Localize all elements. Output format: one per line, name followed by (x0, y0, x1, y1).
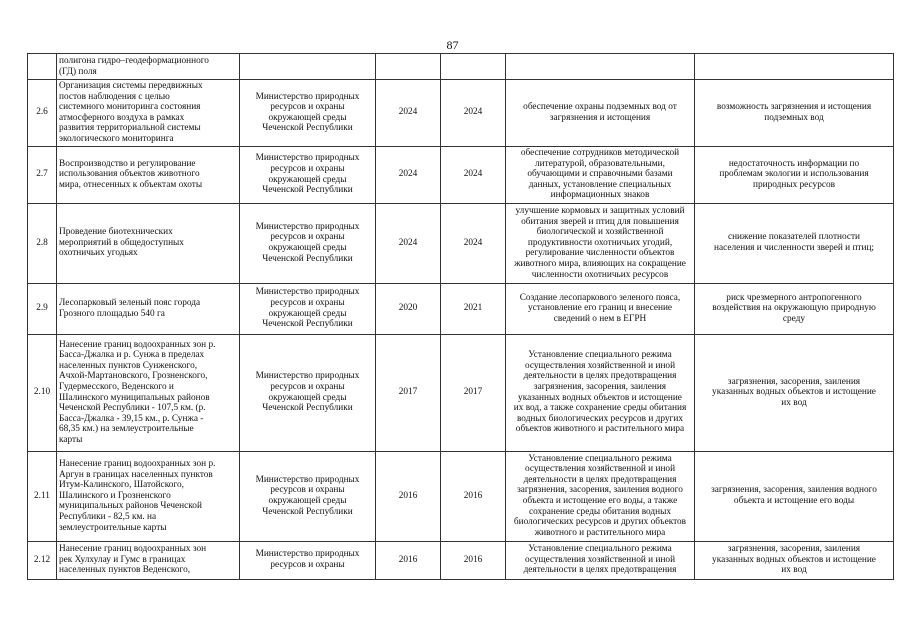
end-year-cell: 2021 (441, 283, 506, 334)
expected-result-cell (506, 54, 695, 80)
measure-title-cell: Проведение биотехнических мероприятий в общедоступных охотничьих угодьях (57, 203, 240, 283)
risk-description-cell: возможность загрязнения и истощения подземных вод (695, 80, 894, 147)
executor-cell: Министерство природных ресурсов и охраны окружающей среды Чеченской Республики (240, 203, 376, 283)
measure-title-cell: Нанесение границ водоохранных зон р. Басса-Джалка и р. Сунжа в пределах населенных пунктов Сунженского, Ачхой-Мартановского, Грозненского, Гудермесского, Веденского и Шалинского муниципальных районов Чеченской Республики - 107,5 км. (р. Басса-Джалка - 39,15 км., р. Сунжа - 68,35 км.) на землеустроительные карты (57, 334, 240, 451)
table-row (28, 451, 894, 541)
start-year-cell: 2017 (376, 334, 441, 451)
start-year-cell: 2016 (376, 541, 441, 579)
expected-result-cell: обеспечение охраны подземных вод от загрязнения и истощения (506, 80, 695, 147)
measure-title-cell: полигона гидро–геодеформационного (ГД) поля (57, 54, 240, 80)
executor-cell: Министерство природных ресурсов и охраны окружающей среды Чеченской Республики (240, 451, 376, 541)
expected-result-cell: Установление специального режима осуществления хозяйственной и иной деятельности в целях предотвращения загрязнения, засорения, заиления указанных водных объектов и истощение их вод, а также сохранение среды обитания водных биологических ресурсов и других объектов животного и растительного мира (506, 334, 695, 451)
start-year-cell: 2024 (376, 146, 441, 203)
table-row (28, 283, 894, 334)
measure-title-cell: Воспроизводство и регулирование использования объектов животного мира, отнесенных к объектам охоты (57, 146, 240, 203)
expected-result-cell: обеспечение сотрудников методической литературой, образовательными, обучающими и справочными базами данных, установление специальных информационных знаков (506, 146, 695, 203)
row-number-cell: 2.11 (28, 451, 57, 541)
measure-title-cell: Организация системы передвижных постов наблюдения с целью системного мониторинга состояния атмосферного воздуха в рамках развития территориальной системы экологического мониторинга (57, 80, 240, 147)
executor-cell: Министерство природных ресурсов и охраны окружающей среды Чеченской Республики (240, 146, 376, 203)
end-year-cell: 2024 (441, 203, 506, 283)
risk-description-cell: риск чрезмерного антропогенного воздействия на окружающую природную среду (695, 283, 894, 334)
page-number: 87 (446, 38, 459, 52)
measure-title-cell: Лесопарковый зеленый пояс города Грозного площадью 540 га (57, 283, 240, 334)
row-number-cell (28, 54, 57, 80)
start-year-cell (376, 54, 441, 80)
end-year-cell (441, 54, 506, 80)
row-number-cell: 2.9 (28, 283, 57, 334)
measure-title-cell: Нанесение границ водоохранных зон рек Хулхулау и Гумс в границах населенных пунктов Веденского, (57, 541, 240, 579)
measures-table (27, 53, 894, 580)
table-row (28, 334, 894, 451)
table-row (28, 146, 894, 203)
end-year-cell: 2016 (441, 451, 506, 541)
row-number-cell: 2.10 (28, 334, 57, 451)
expected-result-cell: улучшение кормовых и защитных условий обитания зверей и птиц для повышения биологической и хозяйственной продуктивности охотничьих угодий, регулирование численности объектов животного мира, влияющих на сокращение численности охотничьих ресурсов (506, 203, 695, 283)
risk-description-cell: снижение показателей плотности населения и численности зверей и птиц; (695, 203, 894, 283)
executor-cell: Министерство природных ресурсов и охраны (240, 541, 376, 579)
end-year-cell: 2016 (441, 541, 506, 579)
executor-cell: Министерство природных ресурсов и охраны окружающей среды Чеченской Республики (240, 283, 376, 334)
executor-cell: Министерство природных ресурсов и охраны окружающей среды Чеченской Республики (240, 334, 376, 451)
risk-description-cell: загрязнения, засорения, заиления указанных водных объектов и истощение их вод (695, 541, 894, 579)
row-number-cell: 2.8 (28, 203, 57, 283)
executor-cell (240, 54, 376, 80)
risk-description-cell (695, 54, 894, 80)
risk-description-cell: загрязнения, засорения, заиления водного объекта и истощение его воды (695, 451, 894, 541)
start-year-cell: 2024 (376, 203, 441, 283)
expected-result-cell: Установление специального режима осуществления хозяйственной и иной деятельности в целях предотвращения загрязнения, засорения, заиления водного объекта и истощение его воды, а также сохранение среды обитания водных биологических ресурсов и других объектов животного и растительного мира (506, 451, 695, 541)
row-number-cell: 2.12 (28, 541, 57, 579)
row-number-cell: 2.6 (28, 80, 57, 147)
end-year-cell: 2024 (441, 80, 506, 147)
table-row (28, 541, 894, 579)
start-year-cell: 2016 (376, 451, 441, 541)
risk-description-cell: недостаточность информации по проблемам экологии и использования природных ресурсов (695, 146, 894, 203)
measure-title-cell: Нанесение границ водоохранных зон р. Аргун в границах населенных пунктов Итум-Калинского, Шатойского, Шалинского и Грозненского муниципальных районов Чеченской Республики - 82,5 км. на землеустроительные карты (57, 451, 240, 541)
start-year-cell: 2024 (376, 80, 441, 147)
end-year-cell: 2017 (441, 334, 506, 451)
expected-result-cell: Создание лесопаркового зеленого пояса, установление его границ и внесение сведений о нем в ЕГРН (506, 283, 695, 334)
end-year-cell: 2024 (441, 146, 506, 203)
executor-cell: Министерство природных ресурсов и охраны окружающей среды Чеченской Республики (240, 80, 376, 147)
table-row (28, 80, 894, 147)
table-row (28, 203, 894, 283)
row-number-cell: 2.7 (28, 146, 57, 203)
table-row (28, 54, 894, 80)
start-year-cell: 2020 (376, 283, 441, 334)
expected-result-cell: Установление специального режима осуществления хозяйственной и иной деятельности в целях предотвращения (506, 541, 695, 579)
risk-description-cell: загрязнения, засорения, заиления указанных водных объектов и истощение их вод (695, 334, 894, 451)
